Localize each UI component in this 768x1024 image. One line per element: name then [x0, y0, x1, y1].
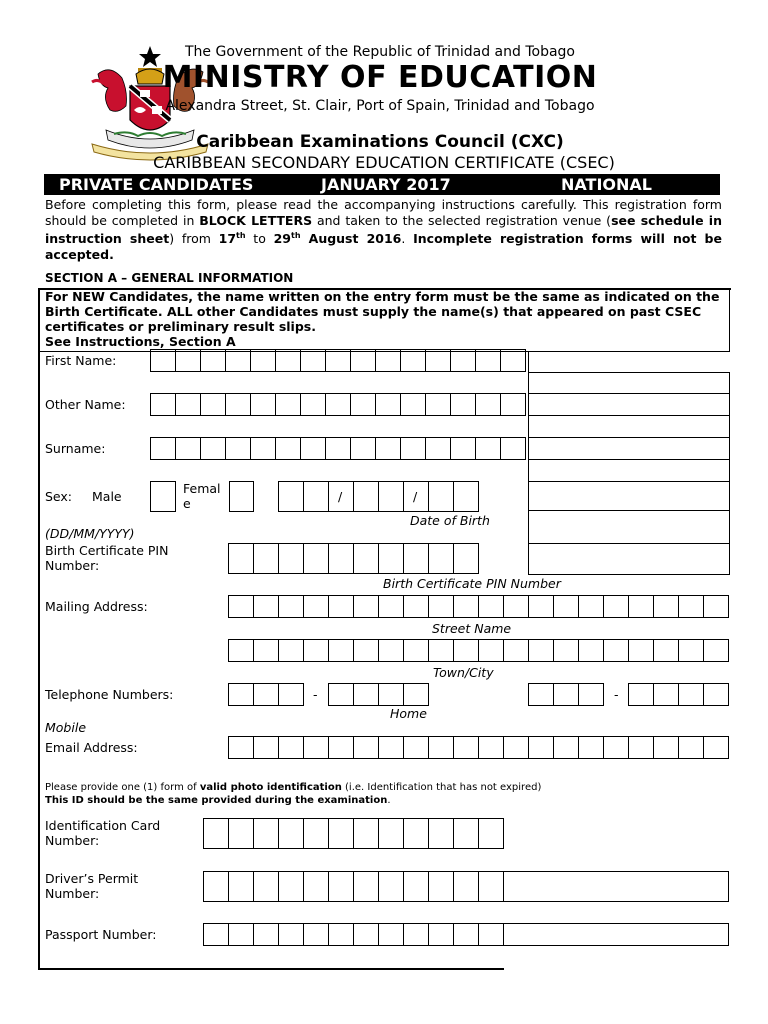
character-cell[interactable]	[379, 482, 404, 511]
character-cell[interactable]	[479, 596, 504, 617]
id-card-grid[interactable]	[203, 818, 504, 849]
character-cell[interactable]	[529, 640, 554, 661]
character-cell[interactable]	[326, 350, 351, 371]
character-cell[interactable]	[254, 737, 279, 758]
character-cell[interactable]	[476, 394, 501, 415]
character-cell[interactable]	[329, 924, 354, 945]
sex-label: Sex:	[45, 489, 73, 504]
character-cell[interactable]	[229, 596, 254, 617]
banner-exam-session: JANUARY 2017	[321, 175, 451, 194]
character-cell[interactable]	[351, 394, 376, 415]
right-table-line	[528, 437, 730, 438]
character-cell[interactable]	[304, 544, 329, 573]
character-cell[interactable]	[629, 684, 654, 705]
character-cell[interactable]	[279, 640, 304, 661]
character-cell[interactable]	[679, 596, 704, 617]
character-cell[interactable]	[451, 350, 476, 371]
character-cell[interactable]	[454, 872, 479, 901]
mobile-phone-prefix-grid[interactable]	[528, 683, 604, 706]
character-cell[interactable]	[604, 737, 629, 758]
character-cell[interactable]	[654, 640, 679, 661]
character-cell[interactable]	[354, 924, 379, 945]
mobile-caption: Mobile	[45, 720, 87, 735]
character-cell[interactable]	[376, 394, 401, 415]
certificate-heading: CARIBBEAN SECONDARY EDUCATION CERTIFICATE (CSEC)	[153, 153, 615, 172]
character-cell[interactable]	[351, 350, 376, 371]
character-cell[interactable]	[329, 737, 354, 758]
character-cell[interactable]	[629, 596, 654, 617]
character-cell[interactable]	[501, 438, 526, 459]
date-of-birth-grid[interactable]	[278, 481, 479, 512]
character-cell[interactable]	[304, 819, 329, 848]
character-cell[interactable]	[229, 737, 254, 758]
character-cell[interactable]	[654, 596, 679, 617]
town-city-grid[interactable]	[228, 639, 729, 662]
birth-cert-pin-grid[interactable]	[228, 543, 479, 574]
female-label: Femal e	[183, 481, 221, 511]
right-table-line	[528, 393, 730, 394]
character-cell[interactable]	[329, 684, 354, 705]
section-frame-left	[38, 288, 40, 970]
character-cell[interactable]	[376, 438, 401, 459]
character-cell[interactable]	[276, 350, 301, 371]
character-cell[interactable]	[354, 544, 379, 573]
character-cell[interactable]	[279, 924, 304, 945]
passport-grid[interactable]	[203, 923, 504, 946]
character-cell[interactable]	[254, 544, 279, 573]
character-cell[interactable]	[704, 596, 729, 617]
character-cell[interactable]	[501, 394, 526, 415]
phone-separator: -	[313, 687, 318, 702]
character-cell[interactable]	[554, 596, 579, 617]
character-cell[interactable]	[329, 872, 354, 901]
character-cell[interactable]	[229, 924, 254, 945]
character-cell[interactable]	[451, 438, 476, 459]
character-cell[interactable]	[176, 394, 201, 415]
right-table-border	[528, 351, 529, 574]
character-cell[interactable]	[354, 482, 379, 511]
first-name-label: First Name:	[45, 353, 117, 368]
ministry-heading: MINISTRY OF EDUCATION	[162, 60, 598, 95]
character-cell[interactable]	[204, 819, 229, 848]
character-cell[interactable]	[151, 350, 176, 371]
street-name-grid[interactable]	[228, 595, 729, 618]
character-cell[interactable]	[329, 544, 354, 573]
character-cell[interactable]	[254, 684, 279, 705]
character-cell[interactable]	[176, 438, 201, 459]
character-cell[interactable]	[279, 684, 304, 705]
character-cell[interactable]	[279, 872, 304, 901]
date-format-caption: (DD/MM/YYYY)	[45, 526, 135, 541]
character-cell[interactable]	[479, 640, 504, 661]
town-city-caption: Town/City	[433, 665, 494, 680]
right-table-line	[528, 510, 730, 511]
character-cell[interactable]	[201, 438, 226, 459]
character-cell[interactable]	[504, 596, 529, 617]
character-cell[interactable]	[354, 737, 379, 758]
character-cell[interactable]	[301, 438, 326, 459]
passport-label: Passport Number:	[45, 927, 157, 942]
section-a-title: SECTION A – GENERAL INFORMATION	[45, 271, 294, 285]
birth-cert-pin-caption: Birth Certificate PIN Number	[383, 576, 561, 591]
email-grid[interactable]	[228, 736, 729, 759]
character-cell[interactable]	[554, 640, 579, 661]
character-cell[interactable]	[404, 640, 429, 661]
character-cell[interactable]	[151, 438, 176, 459]
surname-grid[interactable]	[150, 437, 526, 460]
character-cell[interactable]	[254, 924, 279, 945]
character-cell[interactable]	[229, 544, 254, 573]
council-heading: Caribbean Examinations Council (CXC)	[196, 132, 564, 152]
right-table-line	[528, 459, 730, 460]
mobile-phone-number-grid[interactable]	[628, 683, 729, 706]
character-cell[interactable]	[401, 438, 426, 459]
character-cell[interactable]	[379, 819, 404, 848]
character-cell[interactable]	[304, 872, 329, 901]
character-cell[interactable]	[279, 482, 304, 511]
email-label: Email Address:	[45, 740, 138, 755]
right-table-line	[528, 574, 730, 575]
character-cell[interactable]	[454, 640, 479, 661]
character-cell[interactable]	[201, 394, 226, 415]
character-cell[interactable]	[229, 819, 254, 848]
character-cell[interactable]	[404, 544, 429, 573]
candidate-banner	[44, 174, 720, 195]
character-cell[interactable]	[679, 640, 704, 661]
character-cell[interactable]	[226, 394, 251, 415]
character-cell[interactable]	[679, 684, 704, 705]
other-name-label: Other Name:	[45, 397, 126, 412]
character-cell[interactable]	[679, 737, 704, 758]
government-heading: The Government of the Republic of Trinidad and Tobago	[185, 44, 575, 60]
character-cell[interactable]	[476, 438, 501, 459]
character-cell[interactable]	[401, 394, 426, 415]
character-cell[interactable]	[379, 596, 404, 617]
banner-private-candidates: PRIVATE CANDIDATES	[59, 175, 254, 194]
character-cell[interactable]	[604, 640, 629, 661]
character-cell[interactable]	[454, 924, 479, 945]
character-cell[interactable]	[251, 438, 276, 459]
character-cell[interactable]	[204, 872, 229, 901]
character-cell[interactable]	[704, 737, 729, 758]
character-cell[interactable]	[479, 872, 504, 901]
character-cell[interactable]	[279, 596, 304, 617]
character-cell[interactable]	[254, 819, 279, 848]
telephone-label: Telephone Numbers:	[45, 687, 174, 702]
character-cell[interactable]	[326, 394, 351, 415]
other-name-grid[interactable]	[150, 393, 526, 416]
character-cell[interactable]	[504, 737, 529, 758]
character-cell[interactable]	[276, 438, 301, 459]
character-cell[interactable]	[354, 596, 379, 617]
drivers-permit-grid[interactable]	[203, 871, 504, 902]
character-cell[interactable]	[279, 544, 304, 573]
male-checkbox[interactable]	[150, 481, 176, 512]
character-cell[interactable]	[226, 438, 251, 459]
character-cell[interactable]	[479, 924, 504, 945]
character-cell[interactable]	[654, 737, 679, 758]
character-cell[interactable]	[529, 596, 554, 617]
character-cell[interactable]	[379, 737, 404, 758]
street-name-caption: Street Name	[432, 621, 512, 636]
right-table-line	[528, 415, 730, 416]
character-cell[interactable]	[479, 819, 504, 848]
birth-cert-pin-label: Birth Certificate PIN Number:	[45, 543, 169, 573]
character-cell[interactable]	[379, 872, 404, 901]
character-cell[interactable]	[429, 819, 454, 848]
character-cell[interactable]	[429, 482, 454, 511]
passport-extra-box[interactable]	[503, 923, 729, 946]
character-cell[interactable]	[404, 924, 429, 945]
character-cell[interactable]	[429, 872, 454, 901]
character-cell[interactable]	[304, 640, 329, 661]
character-cell[interactable]	[629, 640, 654, 661]
character-cell[interactable]	[376, 350, 401, 371]
character-cell[interactable]	[229, 640, 254, 661]
right-table-line	[528, 543, 730, 544]
photo-id-note: Please provide one (1) form of valid photo identification (i.e. Identification that has not expired) This ID should be the same provided during the examination.	[45, 782, 542, 806]
id-card-label: Identification Card Number:	[45, 818, 161, 848]
instructions-paragraph: Before completing this form, please read the accompanying instructions carefully. This registration form should be completed in BLOCK LETTERS and taken to the selected registration venue (see schedule in instruction sheet) from 17th to 29th August 2016. Incomplete registration forms will not be accepted.	[45, 197, 722, 262]
character-cell[interactable]	[279, 819, 304, 848]
character-cell[interactable]	[229, 684, 254, 705]
right-table-line	[528, 481, 730, 482]
character-cell[interactable]	[379, 924, 404, 945]
home-phone-prefix-grid[interactable]	[228, 683, 304, 706]
character-cell[interactable]	[629, 737, 654, 758]
section-frame-bottom	[38, 968, 504, 970]
home-caption: Home	[390, 706, 427, 721]
character-cell[interactable]	[454, 544, 479, 573]
character-cell[interactable]	[429, 544, 454, 573]
character-cell[interactable]	[329, 640, 354, 661]
character-cell[interactable]	[304, 596, 329, 617]
character-cell[interactable]	[579, 640, 604, 661]
character-cell[interactable]	[426, 350, 451, 371]
character-cell[interactable]	[279, 737, 304, 758]
surname-label: Surname:	[45, 441, 106, 456]
character-cell[interactable]	[429, 737, 454, 758]
drivers-permit-extra-box[interactable]	[503, 871, 729, 902]
character-cell[interactable]	[429, 596, 454, 617]
character-cell[interactable]	[354, 640, 379, 661]
character-cell[interactable]	[476, 350, 501, 371]
character-cell[interactable]	[529, 737, 554, 758]
character-cell[interactable]	[276, 394, 301, 415]
character-cell[interactable]	[351, 438, 376, 459]
ministry-address: Alexandra Street, St. Clair, Port of Spain, Trinidad and Tobago	[165, 98, 595, 114]
character-cell[interactable]	[404, 737, 429, 758]
character-cell[interactable]	[454, 482, 479, 511]
character-cell[interactable]	[201, 350, 226, 371]
character-cell[interactable]	[426, 394, 451, 415]
mailing-address-label: Mailing Address:	[45, 599, 148, 614]
character-cell[interactable]	[304, 482, 329, 511]
character-cell[interactable]	[504, 640, 529, 661]
character-cell[interactable]	[229, 872, 254, 901]
character-cell[interactable]	[579, 737, 604, 758]
character-cell[interactable]	[579, 596, 604, 617]
character-cell[interactable]	[304, 737, 329, 758]
character-cell[interactable]	[554, 737, 579, 758]
date-separator: /	[338, 489, 343, 504]
character-cell[interactable]	[501, 350, 526, 371]
banner-national: NATIONAL	[561, 175, 652, 194]
character-cell[interactable]	[354, 872, 379, 901]
character-cell[interactable]	[529, 684, 554, 705]
character-cell[interactable]	[454, 819, 479, 848]
character-cell[interactable]	[704, 640, 729, 661]
character-cell[interactable]	[326, 438, 351, 459]
character-cell[interactable]	[404, 596, 429, 617]
drivers-permit-label: Driver’s Permit Number:	[45, 871, 139, 901]
character-cell[interactable]	[251, 350, 276, 371]
character-cell[interactable]	[429, 640, 454, 661]
male-label: Male	[92, 489, 122, 504]
female-checkbox[interactable]	[229, 481, 254, 512]
character-cell[interactable]	[429, 924, 454, 945]
character-cell[interactable]	[404, 684, 429, 705]
character-cell[interactable]	[654, 684, 679, 705]
phone-separator: -	[614, 687, 619, 702]
date-of-birth-caption: Date of Birth	[410, 513, 490, 528]
character-cell[interactable]	[579, 684, 604, 705]
character-cell[interactable]	[251, 394, 276, 415]
character-cell[interactable]	[379, 640, 404, 661]
character-cell[interactable]	[404, 872, 429, 901]
character-cell[interactable]	[301, 350, 326, 371]
character-cell[interactable]	[329, 596, 354, 617]
character-cell[interactable]	[379, 544, 404, 573]
home-phone-number-grid[interactable]	[328, 683, 429, 706]
character-cell[interactable]	[304, 924, 329, 945]
character-cell[interactable]	[354, 819, 379, 848]
right-table-line	[528, 372, 730, 373]
character-cell[interactable]	[176, 350, 201, 371]
character-cell[interactable]	[554, 684, 579, 705]
character-cell[interactable]	[454, 596, 479, 617]
character-cell[interactable]	[226, 350, 251, 371]
character-cell[interactable]	[204, 924, 229, 945]
character-cell[interactable]	[604, 596, 629, 617]
character-cell[interactable]	[329, 819, 354, 848]
character-cell[interactable]	[354, 684, 379, 705]
first-name-grid[interactable]	[150, 349, 526, 372]
character-cell[interactable]	[151, 394, 176, 415]
character-cell[interactable]	[426, 438, 451, 459]
character-cell[interactable]	[454, 737, 479, 758]
character-cell[interactable]	[254, 872, 279, 901]
character-cell[interactable]	[254, 596, 279, 617]
character-cell[interactable]	[404, 819, 429, 848]
character-cell[interactable]	[704, 684, 729, 705]
character-cell[interactable]	[379, 684, 404, 705]
character-cell[interactable]	[479, 737, 504, 758]
character-cell[interactable]	[451, 394, 476, 415]
date-separator: /	[413, 489, 418, 504]
character-cell[interactable]	[401, 350, 426, 371]
character-cell[interactable]	[254, 640, 279, 661]
character-cell[interactable]	[301, 394, 326, 415]
name-note: For NEW Candidates, the name written on the entry form must be the same as indicated on the Birth Certificate. ALL other Candidates must supply the name(s) that appeared on past CSEC certificates or preliminary result slips. See Instructions, Section A	[45, 289, 720, 349]
